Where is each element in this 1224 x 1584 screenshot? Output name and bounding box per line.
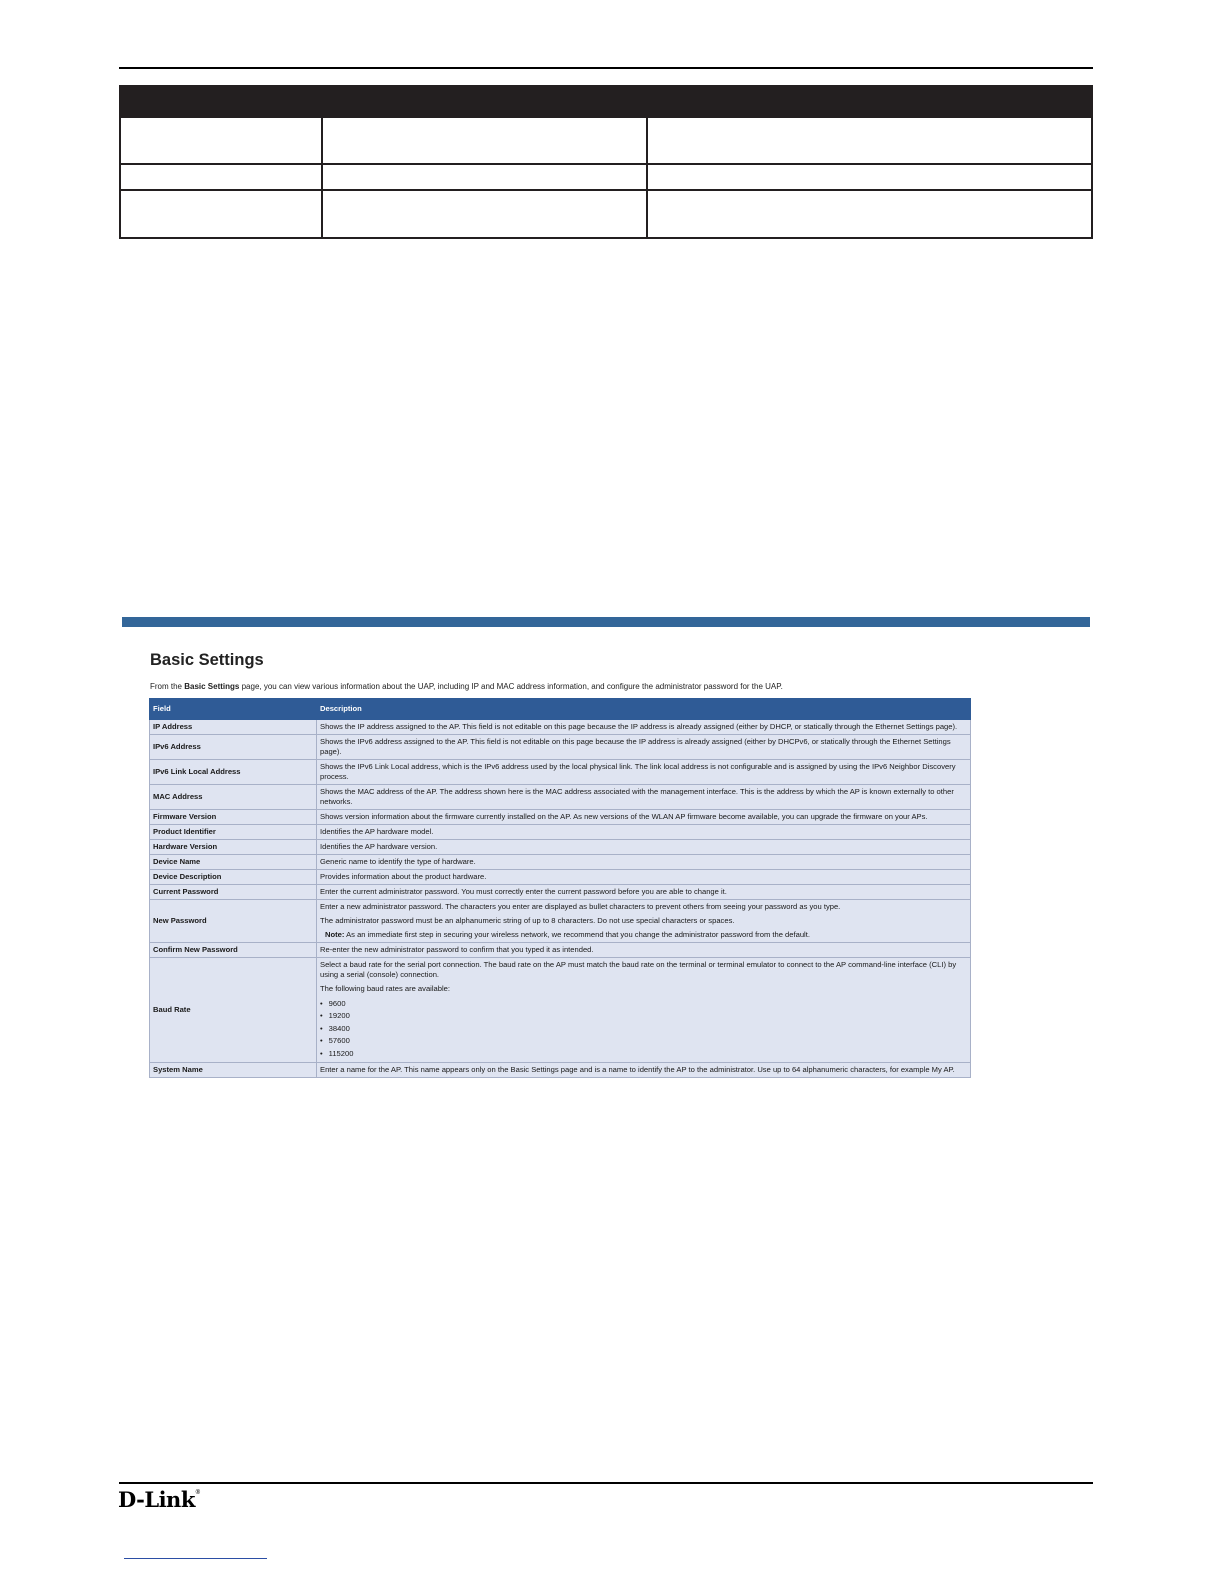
field-description: Enter a name for the AP. This name appears only on the Basic Settings page and is a name to identify the AP to the administrator. Use up to 64 alphanumeric characters, for example My AP. bbox=[317, 1063, 971, 1078]
list-item: • 38400 bbox=[320, 1023, 967, 1035]
note: Note: As an immediate first step in securing your wireless network, we recommend that you change the administrator password from the default. bbox=[325, 930, 810, 939]
table-row bbox=[150, 840, 971, 855]
field-description: Select a baud rate for the serial port connection. The baud rate on the AP must match the baud rate on the terminal or terminal emulator to connect to the AP command-line interface (CLI) by using a serial (console) connection. The following baud rates are available: • 9600 • 19200 • 38400 • 57600 • 115200 bbox=[317, 958, 971, 1063]
field-description: Shows the IPv6 address assigned to the AP. This field is not editable on this page because the IP address is already assigned (either by DHCPv6, or statically through the Ethernet Settings page). bbox=[317, 735, 971, 760]
field-description: Shows the IP address assigned to the AP. This field is not editable on this page because the IP address is already assigned (either by DHCP, or statically through the Ethernet Settings page). bbox=[317, 720, 971, 735]
table-row bbox=[150, 855, 971, 870]
field-description: Shows the IPv6 Link Local address, which is the IPv6 address used by the local physical link. The link local address is not configurable and is assigned by using the IPv6 Neighbor Discovery process. bbox=[317, 760, 971, 785]
field-name: Current Password bbox=[150, 885, 317, 900]
field-description: Identifies the AP hardware version. bbox=[317, 840, 971, 855]
table-row bbox=[150, 720, 971, 735]
basic-settings-table bbox=[149, 698, 971, 1078]
table-row bbox=[150, 735, 971, 760]
table-row bbox=[150, 825, 971, 840]
list-item: • 115200 bbox=[320, 1048, 967, 1060]
table-row bbox=[150, 885, 971, 900]
field-description: Provides information about the product hardware. bbox=[317, 870, 971, 885]
field-description: Shows the MAC address of the AP. The address shown here is the MAC address associated with the management interface. This is the address by which the AP is known externally to other networks. bbox=[317, 785, 971, 810]
table-row bbox=[150, 870, 971, 885]
footer-rule bbox=[119, 1482, 1093, 1484]
field-name: Confirm New Password bbox=[150, 943, 317, 958]
field-name: Device Name bbox=[150, 855, 317, 870]
field-name: New Password bbox=[150, 900, 317, 943]
field-name: IPv6 Link Local Address bbox=[150, 760, 317, 785]
field-name: IP Address bbox=[150, 720, 317, 735]
continuation-table bbox=[119, 85, 1093, 239]
field-name: IPv6 Address bbox=[150, 735, 317, 760]
field-description: Generic name to identify the type of hardware. bbox=[317, 855, 971, 870]
table-row bbox=[150, 943, 971, 958]
column-header-field: Field bbox=[150, 699, 317, 720]
field-name: Device Description bbox=[150, 870, 317, 885]
field-name: MAC Address bbox=[150, 785, 317, 810]
intro-text: From the Basic Settings page, you can view various information about the UAP, including IP and MAC address information, and configure the administrator password for the UAP. bbox=[150, 682, 783, 691]
list-item: • 57600 bbox=[320, 1035, 967, 1047]
field-name: Product Identifier bbox=[150, 825, 317, 840]
field-name: Baud Rate bbox=[150, 958, 317, 1063]
field-description: Enter a new administrator password. The characters you enter are displayed as bullet characters to prevent others from seeing your password as you type. The administrator password must be an alphanumeric string of up to 8 characters. Do not use special characters or spaces. Note: As an immediate first step in securing your wireless network, we recommend that you change the administrator password from the default. bbox=[317, 900, 971, 943]
screenshot-header-bar bbox=[122, 617, 1090, 627]
link-underline bbox=[124, 1558, 267, 1559]
table-row bbox=[150, 900, 971, 943]
field-name: Firmware Version bbox=[150, 810, 317, 825]
field-name: Hardware Version bbox=[150, 840, 317, 855]
field-description: Enter the current administrator password. You must correctly enter the current password before you are able to change it. bbox=[317, 885, 971, 900]
table-row bbox=[150, 1063, 971, 1078]
field-description: Re-enter the new administrator password to confirm that you typed it as intended. bbox=[317, 943, 971, 958]
list-item: • 9600 bbox=[320, 998, 967, 1010]
table-row bbox=[150, 785, 971, 810]
field-description: Identifies the AP hardware model. bbox=[317, 825, 971, 840]
field-name: System Name bbox=[150, 1063, 317, 1078]
field-description: Shows version information about the firmware currently installed on the AP. As new versions of the WLAN AP firmware become available, you can upgrade the firmware on your APs. bbox=[317, 810, 971, 825]
table-row bbox=[150, 760, 971, 785]
dlink-logo: D-Link® bbox=[118, 1487, 201, 1512]
baud-rate-list bbox=[320, 998, 967, 1060]
column-header-description: Description bbox=[317, 699, 971, 720]
table-row bbox=[150, 958, 971, 1063]
list-item: • 19200 bbox=[320, 1010, 967, 1022]
table-row bbox=[150, 810, 971, 825]
page-title: Basic Settings bbox=[150, 651, 264, 669]
header-rule bbox=[119, 67, 1093, 69]
